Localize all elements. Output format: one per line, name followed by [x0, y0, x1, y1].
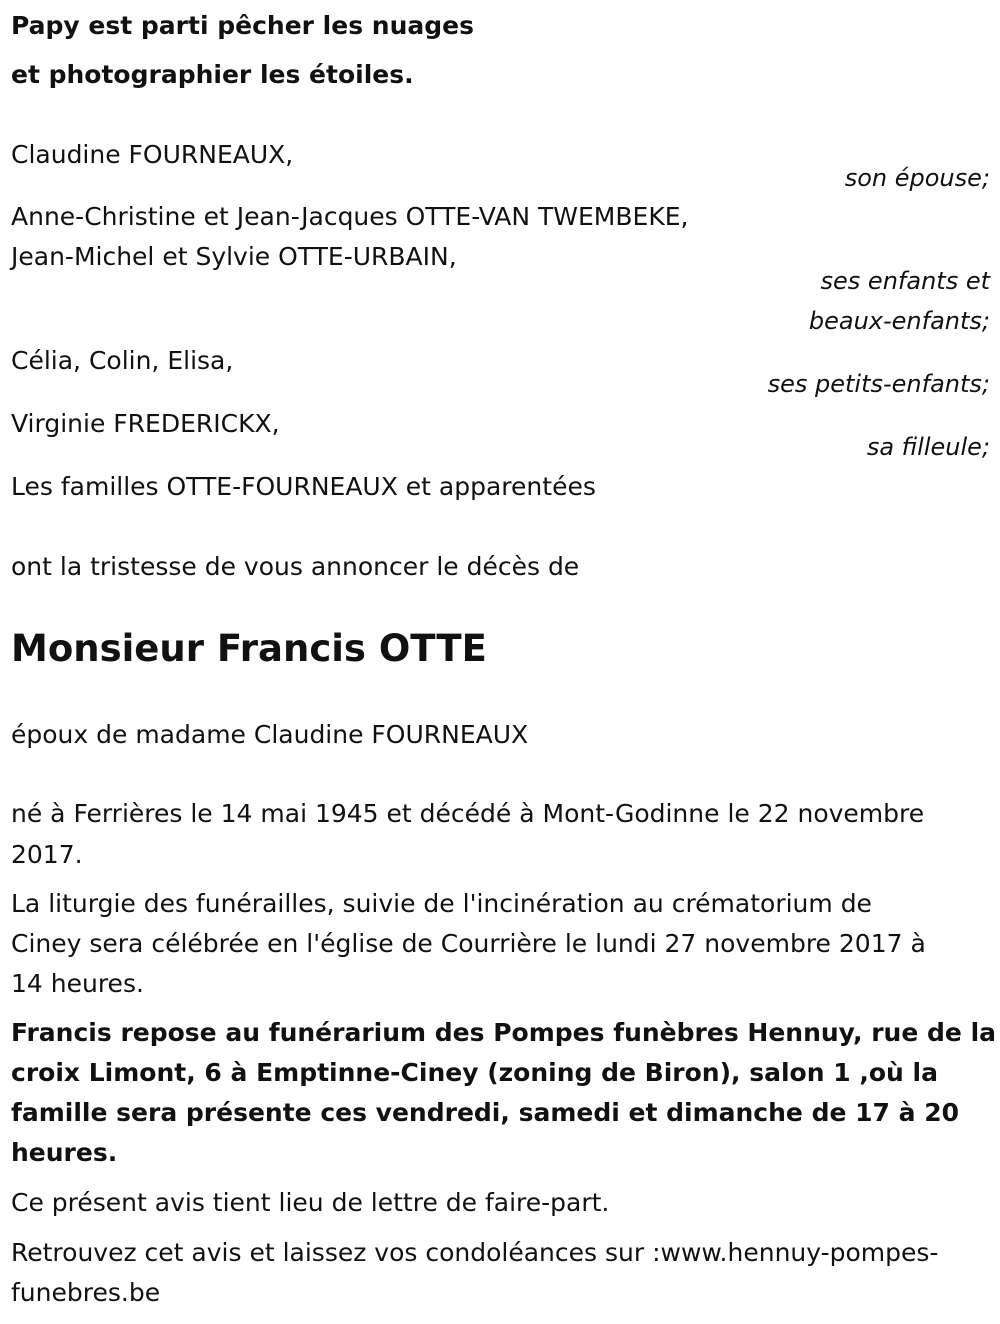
ceremony-line-3: 14 heures. [11, 969, 144, 998]
website-line-2: funebres.be [11, 1278, 161, 1307]
goddaughter-role: sa filleule; [866, 433, 990, 461]
grandchildren-role: ses petits-enfants; [767, 370, 990, 398]
visitation-line-4: heures. [11, 1138, 118, 1167]
deceased-name: Monsieur Francis OTTE [11, 627, 487, 670]
header-line-2: et photographier les étoiles. [11, 60, 414, 89]
children-role-line-2: beaux-enfants; [808, 307, 990, 335]
ceremony-line-1: La liturgie des funérailles, suivie de l'incinération au crématorium de [11, 889, 872, 918]
visitation-line-3: famille sera présente ces vendredi, samedi et dimanche de 17 à 20 [11, 1098, 959, 1127]
goddaughter: Virginie FREDERICKX, [11, 409, 280, 438]
birth-death-line-1: né à Ferrières le 14 mai 1945 et décédé à Mont-Godinne le 22 novembre [11, 799, 925, 828]
spouse-of: époux de madame Claudine FOURNEAUX [11, 720, 529, 749]
visitation-line-1: Francis repose au funérarium des Pompes funèbres Hennuy, rue de la [11, 1018, 997, 1047]
spouse-name: Claudine FOURNEAUX, [11, 140, 294, 169]
grandchildren: Célia, Colin, Elisa, [11, 346, 234, 375]
notice: Ce présent avis tient lieu de lettre de faire-part. [11, 1188, 610, 1217]
ceremony-line-2: Ciney sera célébrée en l'église de Courrière le lundi 27 novembre 2017 à [11, 929, 926, 958]
website-line-1: Retrouvez cet avis et laissez vos condoléances sur :www.hennuy-pompes- [11, 1238, 939, 1267]
families: Les familles OTTE-FOURNEAUX et apparentées [11, 472, 596, 501]
spouse-role: son épouse; [844, 164, 990, 192]
header-line-1: Papy est parti pêcher les nuages [11, 11, 474, 40]
birth-death-line-2: 2017. [11, 840, 83, 869]
child-1: Anne-Christine et Jean-Jacques OTTE-VAN TWEMBEKE, [11, 202, 689, 231]
announcement: ont la tristesse de vous annoncer le décès de [11, 552, 580, 581]
children-role-line-1: ses enfants et [820, 267, 990, 295]
visitation-line-2: croix Limont, 6 à Emptinne-Ciney (zoning de Biron), salon 1 ,où la [11, 1058, 938, 1087]
child-2: Jean-Michel et Sylvie OTTE-URBAIN, [11, 242, 457, 271]
